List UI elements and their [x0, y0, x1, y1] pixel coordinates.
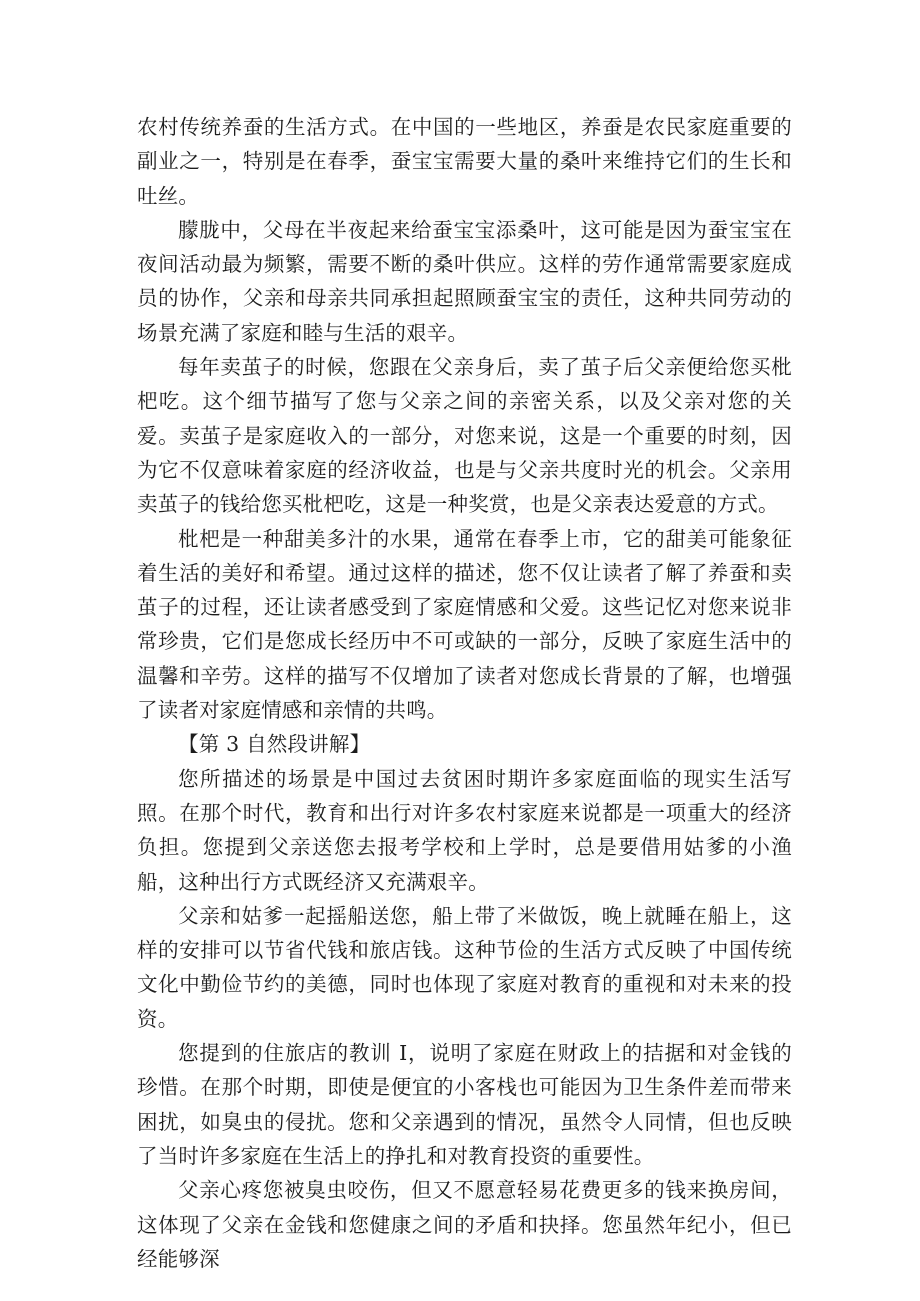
paragraph-6: 父亲和姑爹一起摇船送您，船上带了米做饭，晚上就睡在船上，这样的安排可以节省代钱和旅店钱。这种节俭的生活方式反映了中国传统文化中勤俭节约的美德，同时也体现了家庭对教育的重视和对未来的投资。 — [137, 903, 792, 1031]
paragraph-7: 您提到的住旅店的教训 I，说明了家庭在财政上的拮据和对金钱的珍惜。在那个时期，即使是便宜的小客栈也可能因为卫生条件差而带来困扰，如臭虫的侵扰。您和父亲遇到的情况，虽然令人同情，但也反映了当时许多家庭在生活上的挣扎和对教育投资的重要性。 — [137, 1041, 792, 1168]
paragraph-5: 您所描述的场景是中国过去贫困时期许多家庭面临的现实生活写照。在那个时代，教育和出行对许多农村家庭来说都是一项重大的经济负担。您提到父亲送您去报考学校和上学时，总是要借用姑爹的小渔船，这种出行方式既经济又充满艰辛。 — [137, 766, 792, 894]
paragraph-3: 每年卖茧子的时候，您跟在父亲身后，卖了茧子后父亲便给您买枇杷吃。这个细节描写了您与父亲之间的亲密关系，以及父亲对您的关爱。卖茧子是家庭收入的一部分，对您来说，这是一个重要的时刻，因为它不仅意味着家庭的经济收益，也是与父亲共度时光的机会。父亲用卖茧子的钱给您买枇杷吃，这是一种奖赏，也是父亲表达爱意的方式。 — [137, 355, 792, 517]
paragraph-1: 农村传统养蚕的生活方式。在中国的一些地区，养蚕是农民家庭重要的副业之一，特别是在春季，蚕宝宝需要大量的桑叶来维持它们的生长和吐丝。 — [137, 115, 792, 208]
paragraph-2: 朦胧中，父母在半夜起来给蚕宝宝添桑叶，这可能是因为蚕宝宝在夜间活动最为频繁，需要不断的桑叶供应。这样的劳作通常需要家庭成员的协作，父亲和母亲共同承担起照顾蚕宝宝的责任，这种共同劳动的场景充满了家庭和睦与生活的艰辛。 — [137, 217, 792, 345]
section-heading: 【第 3 自然段讲解】 — [178, 732, 371, 757]
document-body — [137, 110, 792, 1276]
paragraph-8: 父亲心疼您被臭虫咬伤，但又不愿意轻易花费更多的钱来换房间，这体现了父亲在金钱和您健康之间的矛盾和抉择。您虽然年纪小，但已经能够深 — [137, 1178, 792, 1271]
paragraph-4: 枇杷是一种甜美多汁的水果，通常在春季上市，它的甜美可能象征着生活的美好和希望。通过这样的描述，您不仅让读者了解了养蚕和卖茧子的过程，还让读者感受到了家庭情感和父爱。这些记忆对您来说非常珍贵，它们是您成长经历中不可或缺的一部分，反映了家庭生活中的温馨和辛劳。这样的描写不仅增加了读者对您成长背景的了解，也增强了读者对家庭情感和亲情的共鸣。 — [137, 526, 792, 723]
